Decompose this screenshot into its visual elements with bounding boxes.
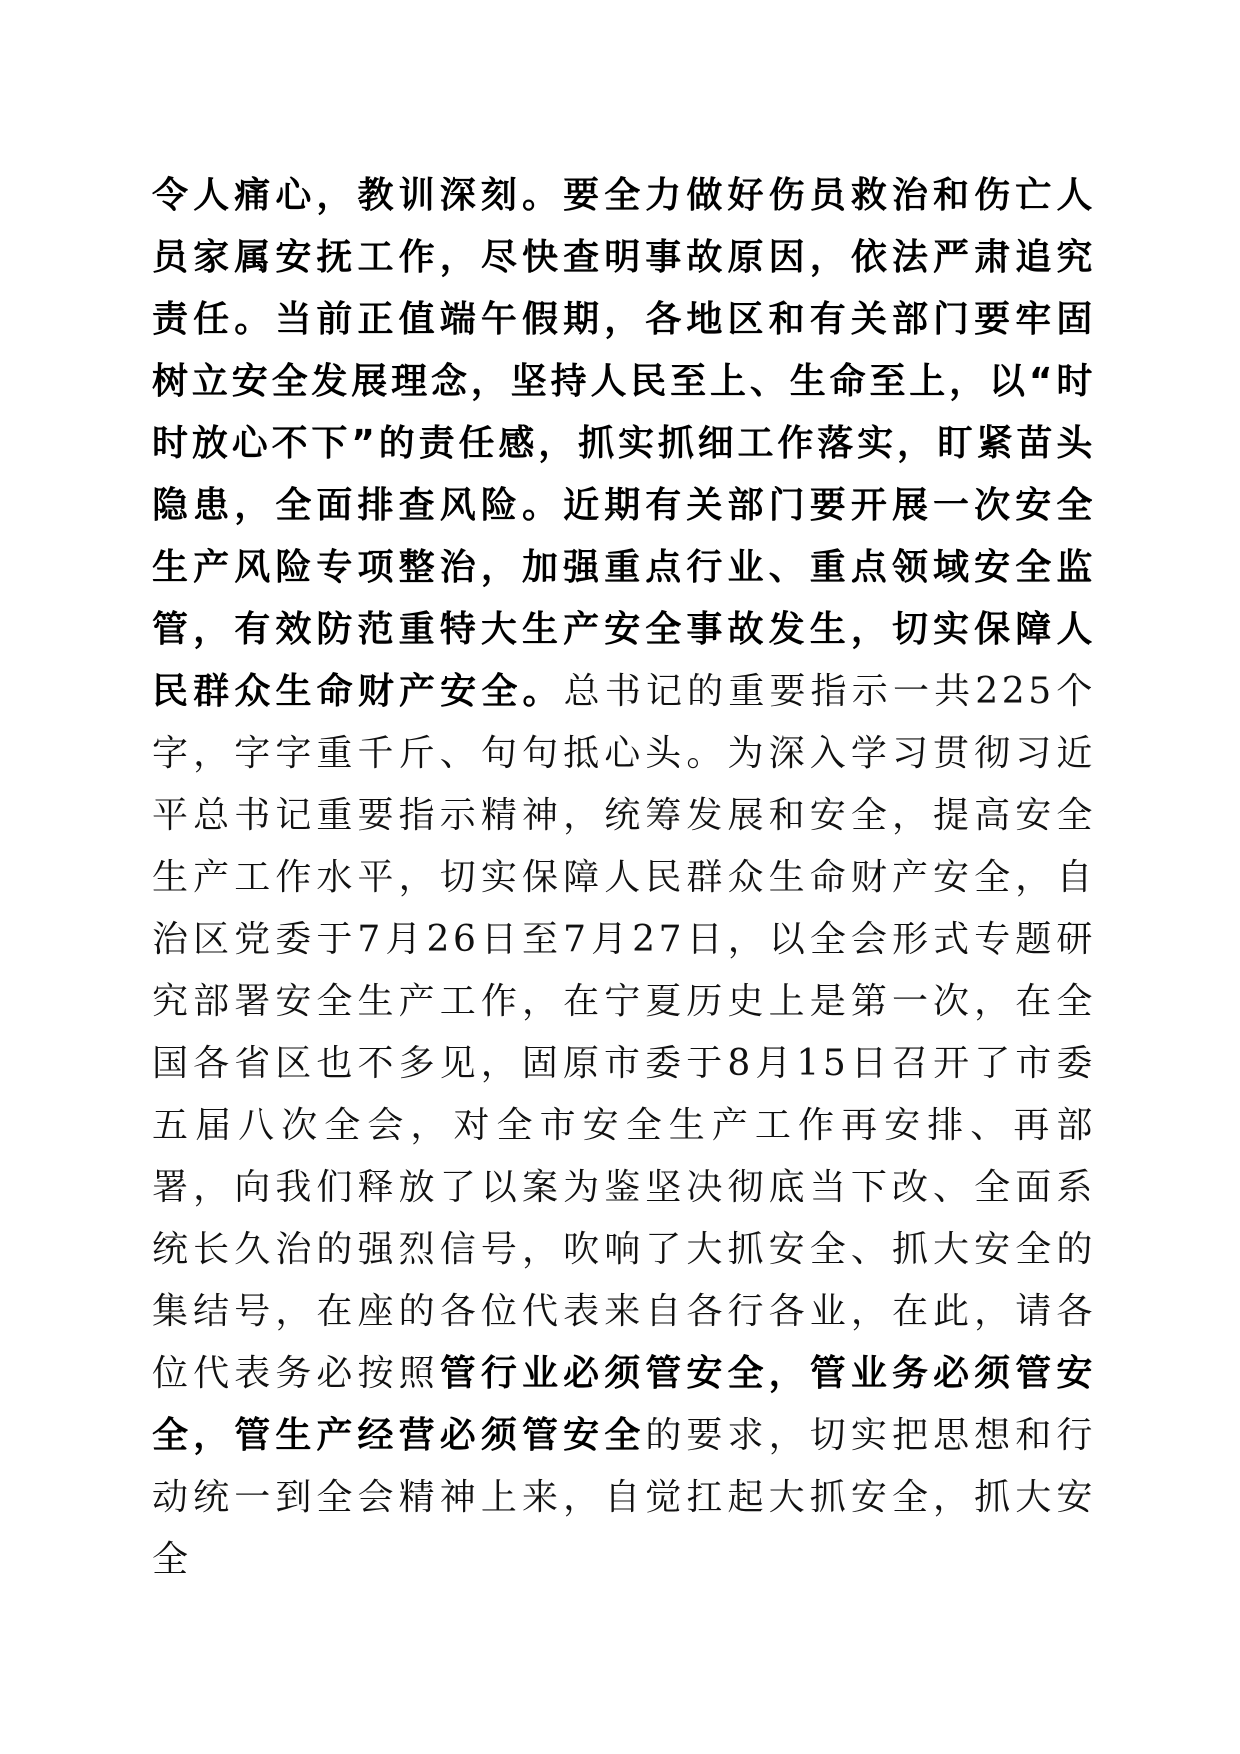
body-text-continued: 的要求，切实把思想和行动统一到全会精神上来，自觉扛起大抓安全，抓大安全 [152, 1415, 1096, 1580]
bold-safety-principle: 管行业必须管安全，管业务必须管安全，管生产经营必须管安全 [152, 1353, 1096, 1456]
body-paragraph [152, 165, 1096, 1591]
bold-instruction-quote: 令人痛心，教训深刻。要全力做好伤员救治和伤亡人员家属安抚工作，尽快查明事故原因，依法严肃追究责任。当前正值端午假期，各地区和有关部门要牢固树立安全发展理念，坚持人民至上、生命至上，以“时时放心不下”的责任感，抓实抓细工作落实，盯紧苗头隐患，全面排查风险。近期有关部门要开展一次安全生产风险专项整治，加强重点行业、重点领域安全监管，有效防范重特大生产安全事故发生，切实保障人民群众生命财产安全。 [152, 175, 1096, 712]
body-text: 总书记的重要指示一共225个字，字字重千斤、句句抵心头。为深入学习贯彻习近平总书记重要指示精神，统筹发展和安全，提高安全生产工作水平，切实保障人民群众生命财产安全，自治区党委于7月26日至7月27日，以全会形式专题研究部署安全生产工作，在宁夏历史上是第一次，在全国各省区也不多见，固原市委于8月15日召开了市委五届八次全会，对全市安全生产工作再安排、再部署，向我们释放了以案为鉴坚决彻底当下改、全面系统长久治的强烈信号，吹响了大抓安全、抓大安全的集结号，在座的各位代表来自各行各业，在此，请各位代表务必按照 [152, 671, 1096, 1394]
